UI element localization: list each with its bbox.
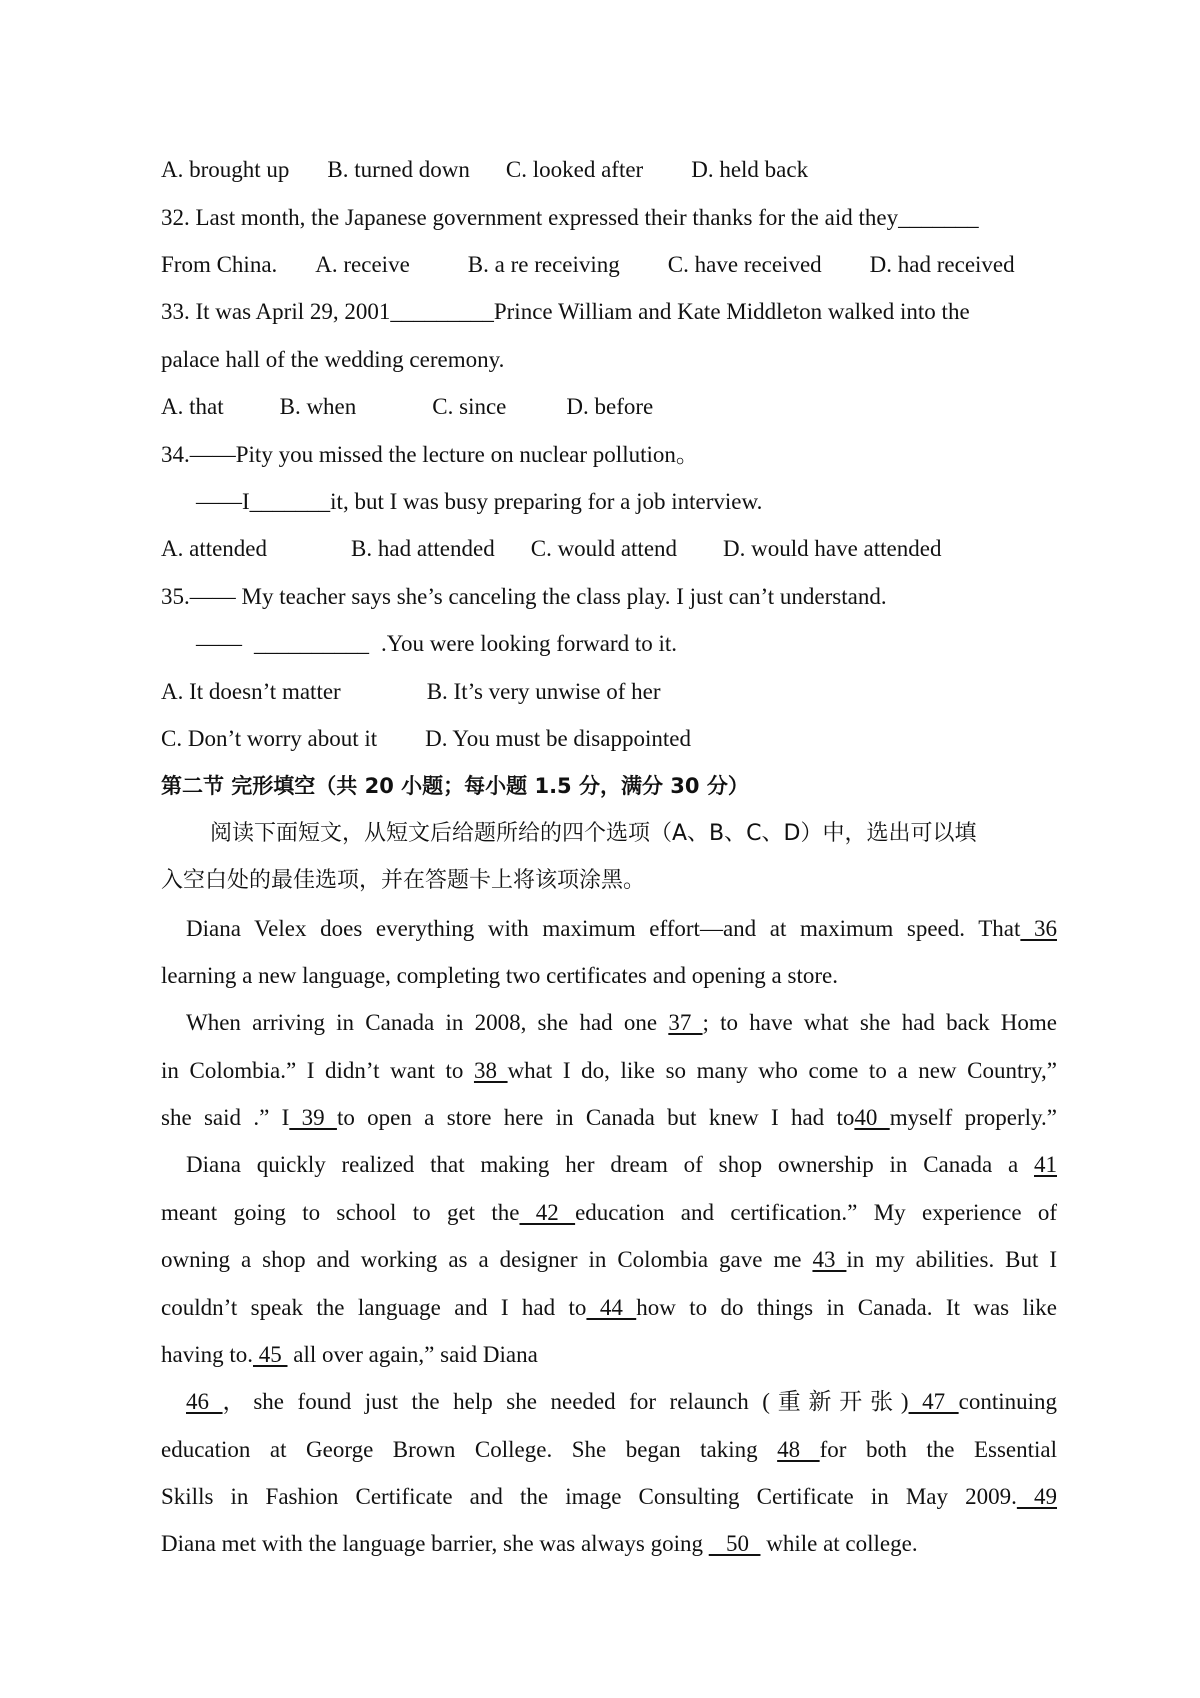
q35-option-d: D. You must be disappointed (425, 726, 691, 751)
q31-option-b: B. turned down (327, 157, 470, 182)
blank-38: 38 (473, 1058, 508, 1083)
blank-44: 44 (586, 1295, 637, 1320)
passage-line: owning a shop and working as a designer in Colombia gave me 43 in my abilities. But I (161, 1247, 1057, 1272)
q32-option-d: D. had received (869, 252, 1015, 277)
q34-option-d: D. would have attended (723, 536, 942, 561)
q34-option-a: A. attended (161, 536, 268, 561)
passage-line: Diana met with the language barrier, she was always going 50 while at college. (161, 1531, 918, 1556)
q34-option-c: C. would attend (530, 536, 678, 561)
passage-line: couldn’t speak the language and I had to 44 how to do things in Canada. It was like (161, 1295, 1057, 1320)
q35-option-b: B. It’s very unwise of her (426, 679, 661, 704)
passage-line: meant going to school to get the 42 education and certification.” My experience of (161, 1200, 1058, 1225)
q35-reply: —— __________ .You were looking forward to it. (196, 631, 677, 656)
q32-options (161, 250, 1015, 280)
q31-options (161, 155, 808, 185)
blank-48: 48 (777, 1437, 820, 1462)
blank-41: 41 (1034, 1152, 1057, 1177)
q35-options-row1 (161, 677, 661, 707)
passage-line: Skills in Fashion Certificate and the image Consulting Certificate in May 2009. 49 (161, 1484, 1057, 1509)
q35-option-c: C. Don’t worry about it (161, 726, 378, 751)
passage-line: education at George Brown College. She began taking 48 for both the Essential (161, 1437, 1057, 1462)
q34-option-b: B. had attended (351, 536, 495, 561)
q34-reply: ——I_______it, but I was busy preparing for a job interview. (196, 489, 763, 514)
section-instructions-line1: 阅读下面短文，从短文后给题所给的四个选项（A、B、C、D）中，选出可以填 (210, 821, 977, 846)
q32-option-a: A. receive (315, 252, 410, 277)
q31-option-d: D. held back (691, 157, 809, 182)
passage-line: having to. 45 all over again,” said Diana (161, 1342, 538, 1367)
blank-42: 42 (519, 1200, 576, 1225)
blank-50: 50 (708, 1531, 761, 1556)
blank-43: 43 (812, 1247, 847, 1272)
q33-option-a: A. that (161, 394, 224, 419)
passage-line: learning a new language, completing two certificates and opening a store. (161, 963, 838, 988)
q33-option-b: B. when (279, 394, 357, 419)
passage-line: When arriving in Canada in 2008, she had one 37 ; to have what she had back Home (186, 1010, 1058, 1035)
blank-47: 47 (908, 1389, 959, 1414)
q33-stem-line2: palace hall of the wedding ceremony. (161, 347, 505, 372)
blank-45: 45 (253, 1342, 288, 1367)
q34-blank: _______ (249, 489, 331, 514)
q33-stem: 33. It was April 29, 2001_________Prince William and Kate Middleton walked into the (161, 299, 970, 324)
q32-stem: 32. Last month, the Japanese government expressed their thanks for the aid they_______ (161, 205, 979, 230)
blank-39: 39 (289, 1105, 337, 1130)
q33-option-c: C. since (432, 394, 507, 419)
blank-36: 36 (1020, 916, 1057, 941)
q35-stem: 35.—— My teacher says she’s canceling the class play. I just can’t understand. (161, 584, 887, 609)
q33-blank: _________ (390, 299, 494, 324)
passage-line: in Colombia.” I didn’t want to 38 what I do, like so many who come to a new Country,” (161, 1058, 1057, 1083)
q34-stem: 34.——Pity you missed the lecture on nuclear pollution。 (161, 442, 699, 467)
q35-option-a: A. It doesn’t matter (161, 679, 341, 704)
passage-line: Diana Velex does everything with maximum effort—and at maximum speed. That 36 (186, 916, 1057, 941)
q32-option-b: B. a re receiving (467, 252, 620, 277)
blank-40: 40 (854, 1105, 890, 1130)
q33-option-d: D. before (566, 394, 654, 419)
q35-blank: __________ (254, 631, 369, 656)
q35-options-row2 (161, 724, 691, 754)
section-heading: 第二节 完形填空（共 20 小题；每小题 1.5 分，满分 30 分） (161, 774, 749, 798)
passage-line: she said .” I 39 to open a store here in Canada but knew I had to40 myself properly.” (161, 1105, 1058, 1130)
passage-line: Diana quickly realized that making her dream of shop ownership in Canada a 41 (186, 1152, 1057, 1177)
q33-options (161, 392, 653, 422)
q32-blank: _______ (898, 205, 979, 230)
section-instructions-line2: 入空白处的最佳选项，并在答题卡上将该项涂黑。 (161, 868, 646, 893)
q34-options (161, 534, 941, 564)
blank-37: 37 (668, 1010, 703, 1035)
q31-option-a: A. brought up (161, 157, 290, 182)
q31-option-c: C. looked after (505, 157, 644, 182)
blank-46: 46 (186, 1389, 223, 1414)
q32-option-c: C. have received (667, 252, 822, 277)
passage-line: 46 ，she found just the help she needed for relaunch (重新开张) 47 continuing (186, 1389, 1058, 1414)
q32-stem-cont: From China. (161, 252, 278, 277)
blank-49: 49 (1016, 1484, 1057, 1509)
